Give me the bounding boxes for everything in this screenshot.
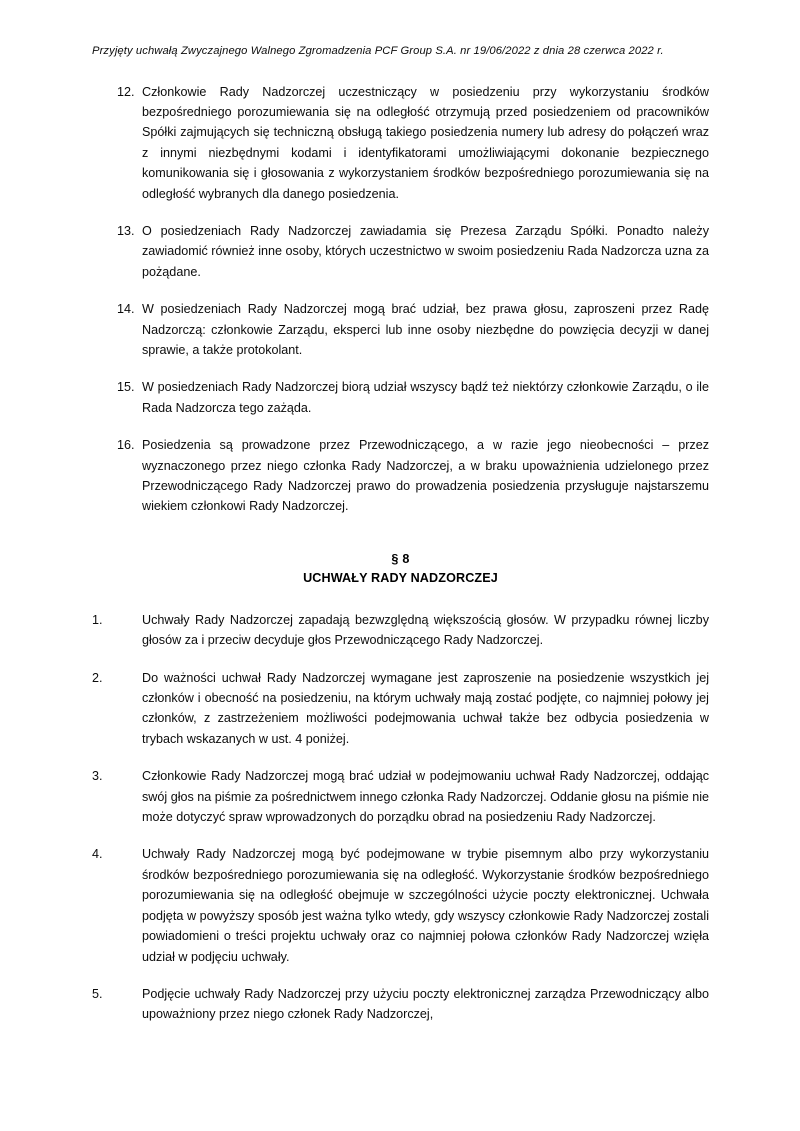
clause-item [92, 377, 709, 418]
clause-text: Do ważności uchwał Rady Nadzorczej wymagane jest zaproszenie na posiedzenie wszystkich jej członków i obecność na posiedzeniu, na którym uchwały mają zostać podjęte, co najmniej połowy jej członków, z zastrzeżeniem możliwości podejmowania uchwał także bez odbycia posiedzenia w trybach wskazanych w ust. 4 poniżej. [142, 670, 709, 746]
section-title: UCHWAŁY RADY NADZORCZEJ [303, 570, 498, 585]
document-running-header: Przyjęty uchwałą Zwyczajnego Walnego Zgromadzenia PCF Group S.A. nr 19/06/2022 z dnia 28 czerwca 2022 r. [92, 45, 664, 57]
clause-text: Podjęcie uchwały Rady Nadzorczej przy użyciu poczty elektronicznej zarządza Przewodniczący albo upoważniony przez niego członek Rady Nadzorczej, [142, 986, 709, 1022]
clause-item [92, 435, 709, 517]
clause-text: Członkowie Rady Nadzorczej uczestniczący w posiedzeniu przy wykorzystaniu środków bezpośredniego porozumiewania się na odległość otrzymują przed posiedzeniem od pracowników Spółki zajmujących się techniczną obsługą takiego posiedzenia numery lub adresy do połączeń wraz z innymi niezbędnymi kodami i identyfikatorami umożliwiającymi dokonanie bezpiecznego komunikowania się i głosowania z wykorzystaniem środków bezpośredniego porozumiewania się na odległość wybranych dla danego posiedzenia. [142, 84, 709, 201]
clause-text: W posiedzeniach Rady Nadzorczej biorą udział wszyscy bądź też niektórzy członkowie Zarządu, o ile Rada Nadzorcza tego zażąda. [142, 380, 709, 415]
clause-text: Uchwały Rady Nadzorczej zapadają bezwzględną większością głosów. W przypadku równej liczby głosów za i przeciw decyduje głos Przewodniczącego Rady Nadzorczej. [142, 612, 709, 648]
clause-marker: 1. [92, 612, 103, 627]
section-symbol: § 8 [391, 551, 410, 566]
clause-marker: 12. [117, 84, 135, 99]
clause-marker: 2. [92, 670, 103, 685]
clause-marker: 13. [117, 223, 135, 238]
clause-marker: 5. [92, 986, 103, 1001]
clause-item [92, 668, 709, 750]
clause-list-section-8 [92, 610, 709, 1025]
clause-list-before-section [92, 82, 709, 517]
clause-text: Członkowie Rady Nadzorczej mogą brać udział w podejmowaniu uchwał Rady Nadzorczej, oddając swój głos na piśmie za pośrednictwem innego członka Rady Nadzorczej. Oddanie głosu na piśmie nie może dotyczyć spraw wprowadzonych do porządku obrad na posiedzeniu Rady Nadzorczej. [142, 769, 710, 825]
clause-text: Uchwały Rady Nadzorczej mogą być podejmowane w trybie pisemnym albo przy wykorzystaniu środków bezpośredniego porozumiewania się na odległość. Wykorzystanie środków bezpośredniego porozumiewania się na odległość obejmuje w szczególności użycie poczty elektronicznej. Uchwała podjęta w powyższy sposób jest ważna tylko wtedy, gdy wszyscy członkowie Rady Nadzorczej zostali powiadomieni o treści projektu uchwały oraz co najmniej połowa członków Rady Nadzorczej wzięła udział w podjęciu uchwały. [142, 847, 709, 964]
clause-text: O posiedzeniach Rady Nadzorczej zawiadamia się Prezesa Zarządu Spółki. Ponadto należy zawiadomić również inne osoby, których uczestnictwo w swoim posiedzeniu Rada Nadzorcza uzna za pożądane. [142, 223, 709, 279]
page-content [92, 44, 709, 1025]
clause-marker: 14. [117, 302, 135, 317]
clause-item [92, 221, 709, 282]
clause-marker: 3. [92, 769, 103, 784]
clause-text: W posiedzeniach Rady Nadzorczej mogą brać udział, bez prawa głosu, zaproszeni przez Radę Nadzorczą: członkowie Zarządu, eksperci lub inne osoby niezbędne do powzięcia decyzji w danej sprawie, a także protokolant. [142, 302, 709, 357]
clause-item [92, 82, 709, 204]
clause-marker: 16. [117, 438, 135, 453]
clause-item [92, 299, 709, 360]
clause-item [92, 844, 709, 966]
clause-text: Posiedzenia są prowadzone przez Przewodniczącego, a w razie jego nieobecności – przez wyznaczonego przez niego członka Rady Nadzorczej, a w braku upoważnienia udzielonego przez Przewodniczącego Rady Nadzorczej prawo do prowadzenia posiedzenia przysługuje najstarszemu wiekiem członkowi Rady Nadzorczej. [142, 438, 709, 514]
clause-marker: 4. [92, 847, 103, 862]
clause-marker: 15. [117, 380, 135, 395]
clause-item [92, 766, 709, 827]
clause-item [92, 610, 709, 651]
clause-item [92, 984, 709, 1025]
section-heading [92, 550, 709, 588]
